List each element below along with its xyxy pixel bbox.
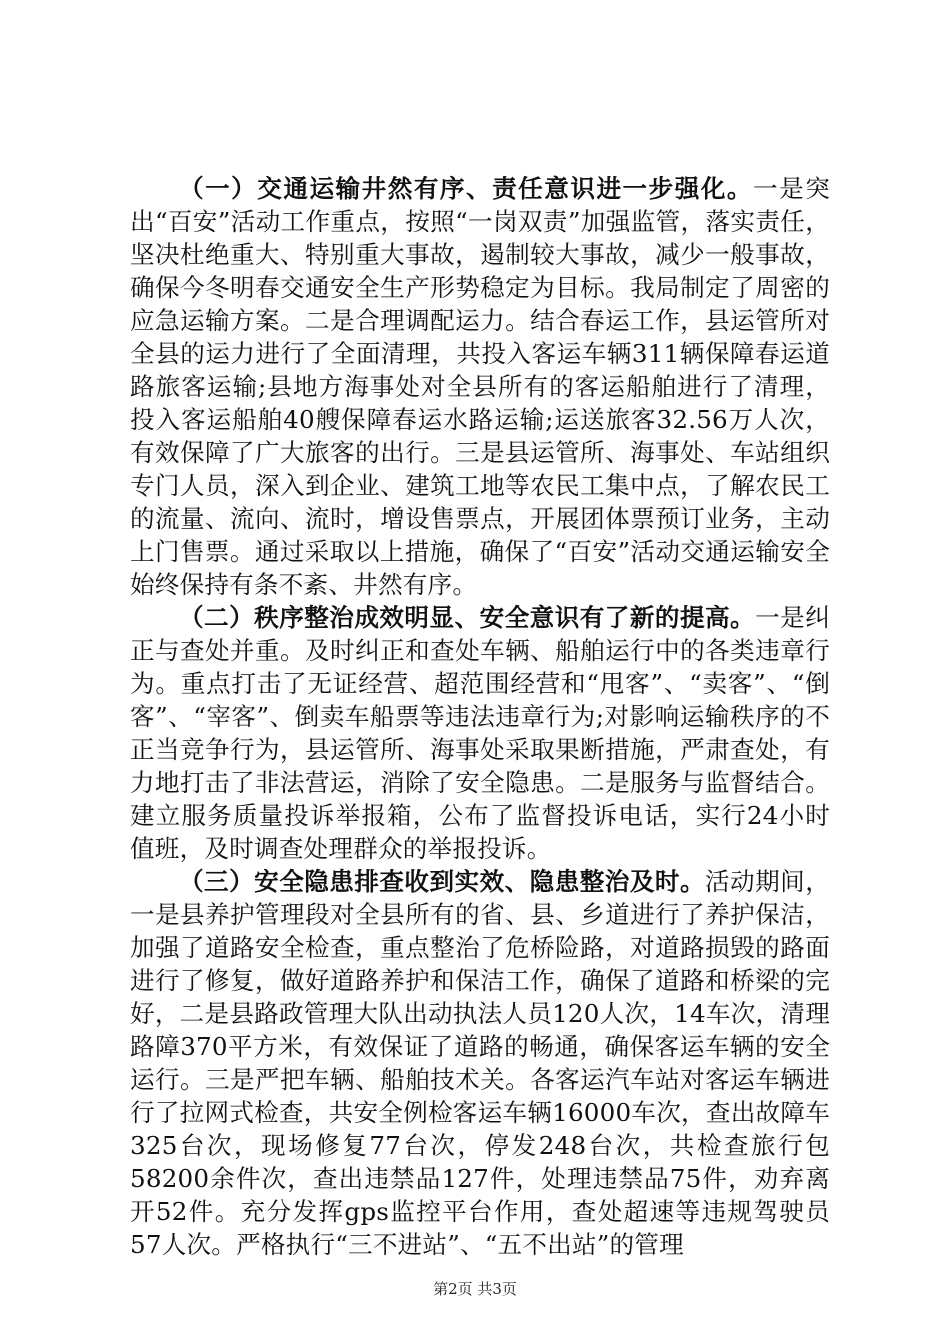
paragraph-2-heading: （二）秩序整治成效明显、安全意识有了新的提高。 [179, 603, 756, 632]
paragraph-3-body: 活动期间，一是县养护管理段对全县所有的省、县、乡道进行了养护保洁，加强了道路安全检查，重点整治了危桥险路，对道路损毁的路面进行了修复，做好道路养护和保洁工作，确保了道路和桥梁的完好，二是县路政管理大队出动执法人员120人次，14车次，清理路障370平方米，有效保证了道路的畅通，确保客运车辆的安全运行。三是严把车辆、船舶技术关。各客运汽车站对客运车辆进行了拉网式检查，共安全例检客运车辆16000车次，查出故障车325台次，现场修复77台次，停发248台次，共检查旅行包58200余件次，查出违禁品127件，处理违禁品75件，劝弃离开52件。充分发挥gps监控平台作用，查处超速等违规驾驶员57人次。严格执行“三不进站”、“五不出站”的管理 [130, 867, 830, 1259]
paragraph-3 [130, 865, 830, 1261]
document-body [130, 172, 830, 1261]
paragraph-1-heading: （一）交通运输井然有序、责任意识进一步强化。 [179, 174, 754, 203]
paragraph-1 [130, 172, 830, 601]
page-footer [0, 1278, 950, 1299]
paragraph-1-body: 一是突出“百安”活动工作重点，按照“一岗双责”加强监管，落实责任，坚决杜绝重大、特别重大事故，遏制较大事故，减少一般事故，确保今冬明春交通安全生产形势稳定为目标。我局制定了周密的应急运输方案。二是合理调配运力。结合春运工作，县运管所对全县的运力进行了全面清理，共投入客运车辆311辆保障春运道路旅客运输;县地方海事处对全县所有的客运船舶进行了清理，投入客运船舶40艘保障春运水路运输;运送旅客32.56万人次，有效保障了广大旅客的出行。三是县运管所、海事处、车站组织专门人员，深入到企业、建筑工地等农民工集中点，了解农民工的流量、流向、流时，增设售票点，开展团体票预订业务，主动上门售票。通过采取以上措施，确保了“百安”活动交通运输安全始终保持有条不紊、井然有序。 [130, 174, 830, 599]
paragraph-3-heading: （三）安全隐患排查收到实效、隐患整治及时。 [179, 867, 705, 896]
page-number-label: 第2页 共3页 [433, 1280, 517, 1298]
paragraph-2-body: 一是纠正与查处并重。及时纠正和查处车辆、船舶运行中的各类违章行为。重点打击了无证经营、超范围经营和“甩客”、“卖客”、“倒客”、“宰客”、倒卖车船票等违法违章行为;对影响运输秩序的不正当竞争行为，县运管所、海事处采取果断措施，严肃查处，有力地打击了非法营运，消除了安全隐患。二是服务与监督结合。建立服务质量投诉举报箱，公布了监督投诉电话，实行24小时值班，及时调查处理群众的举报投诉。 [130, 603, 830, 863]
paragraph-2 [130, 601, 830, 865]
